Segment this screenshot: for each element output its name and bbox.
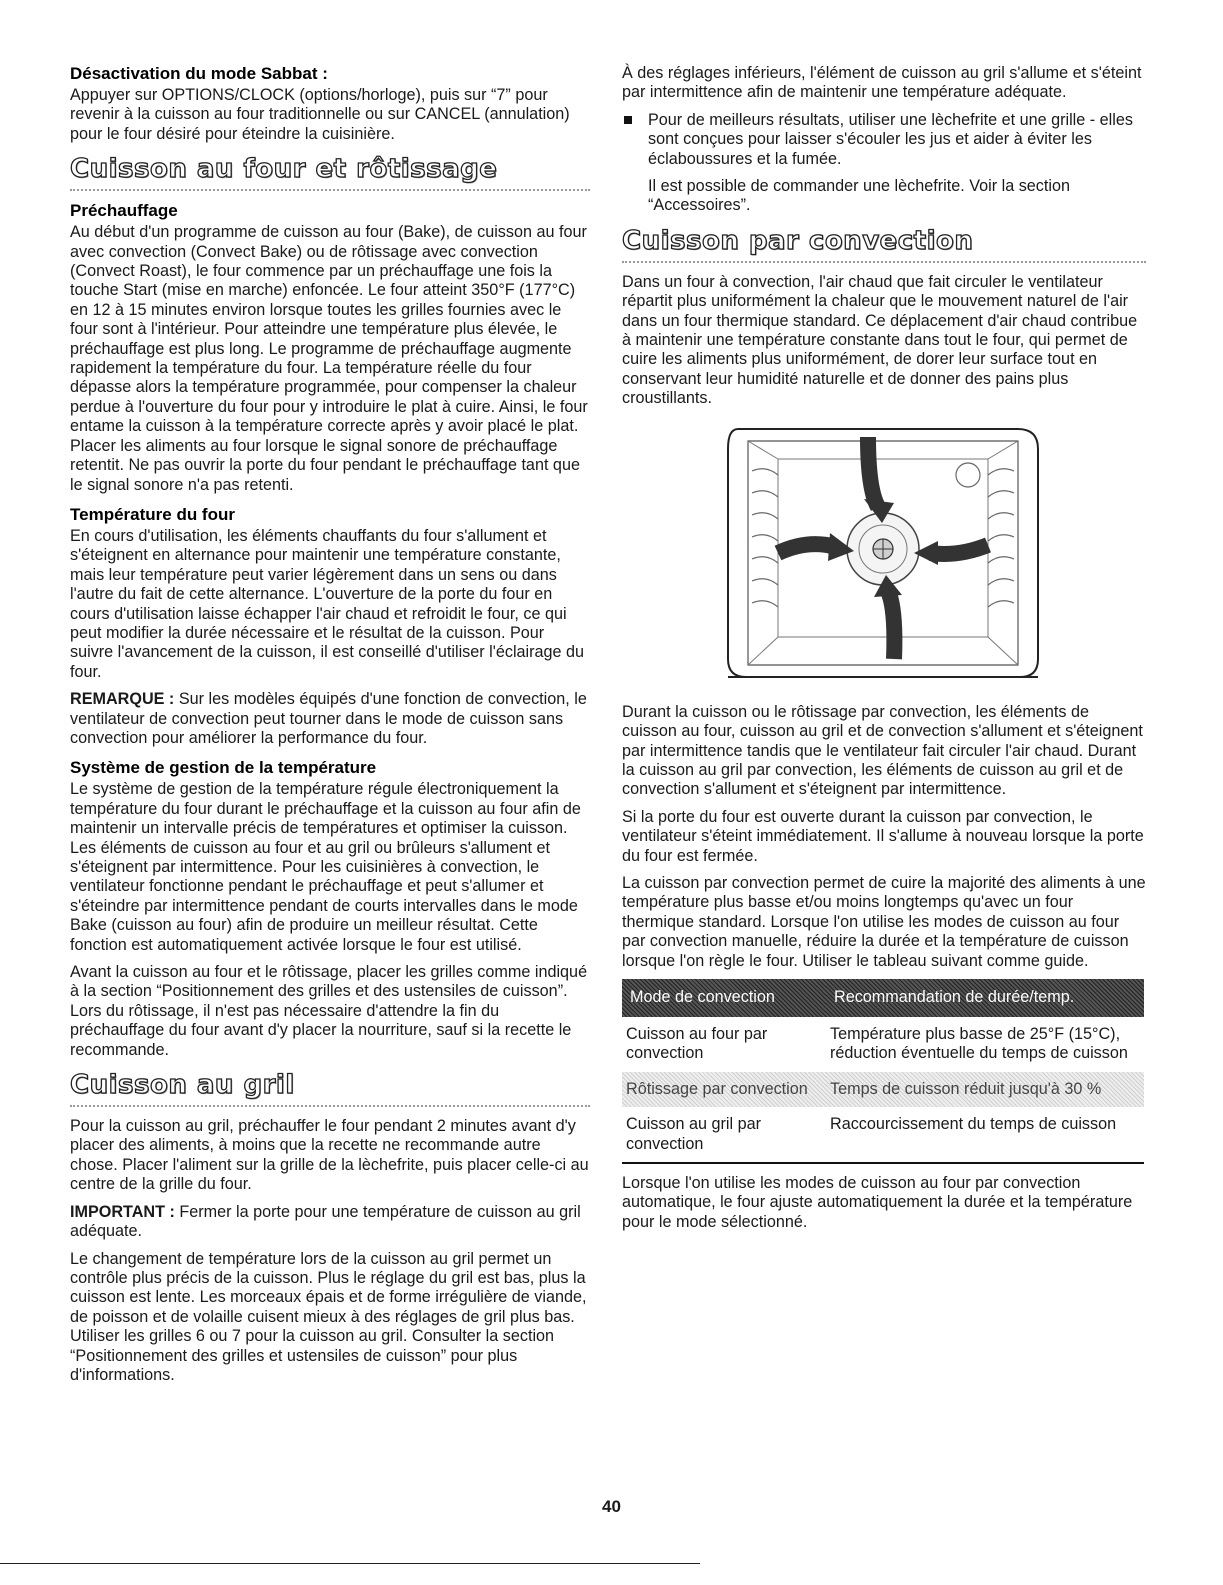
oven-temp-text: En cours d'utilisation, les éléments chauffants du four s'allument et s'éteignent en alternance pour maintenir une température constante, mais leur température peut varier légèrement dans un sens ou dans l'autre du fait de cette alternance. L'ouverture de la porte du four en cours d'utilisation laisse échapper l'air chaud et refroidit le four, ce qui peut modifier la durée nécessaire et le résultat de la cuisson. Pour suivre l'avancement de la cuisson, il est conseillé d'utiliser l'éclairage du four.: [70, 526, 585, 681]
broil-heading-wrap: [70, 1068, 590, 1107]
remark-text: Sur les modèles équipés d'une fonction de convection, le ventilateur de convection peut tourner dans le mode de cuisson sans convection pour améliorer la performance du four.: [70, 690, 587, 747]
oven-light: [956, 463, 980, 487]
auto-convection-text: Lorsque l'on utilise les modes de cuisson au four par convection automatique, le four ajuste automatiquement la durée et la température pour le mode sélectionné.: [622, 1174, 1133, 1231]
right-column: [622, 64, 1146, 1240]
convection-oven-illustration: [718, 419, 1048, 689]
convection-allows-text: La cuisson par convection permet de cuire la majorité des aliments à une température plus basse et/ou moins longtemps qu'avec un four thermique standard. Lorsque l'on utilise les modes de cuisson au four par convection manuelle, réduire la durée et la température de cuisson lorsque l'on règle le four. Utiliser le tableau suivant comme guide.: [622, 873, 1146, 970]
convection-text: Dans un four à convection, l'air chaud que fait circuler le ventilateur répartit plus uniformément la chaleur que le mouvement naturel de l'air dans un four thermique standard. Ce déplacement d'air chaud contribue à maintenir une température constante dans tout le four, qui permet de cuire les aliments plus uniformément, de dorer leur surface tout en conservant leur humidité naturelle et de donner des pains plus croustillants.: [622, 272, 1138, 408]
table-cell-mode: Rôtissage par convection: [622, 1072, 826, 1107]
broil-heading: Cuisson au gril: [70, 1070, 295, 1101]
table-cell-recommendation: Temps de cuisson réduit jusqu'à 30 %: [826, 1072, 1144, 1107]
bake-heading-wrap: [70, 152, 590, 191]
oven-fan-airflow-diagram: [718, 419, 1048, 689]
temp-system-text: Le système de gestion de la température régule électroniquement la température du four durant le préchauffage et la cuisson au four afin de maintenir un intervalle précis de températures et optimiser la cuisson. Les éléments de cuisson au four et au gril ou brûleurs s'allument et s'éteignent par intermittence. Pour les cuisinières à convection, le ventilateur fonctionne pendant le préchauffage et peut s'allumer et s'éteindre par intermittence pendant de courts intervalles dans le mode Bake (cuisson au four) afin de produire un meilleur résultat. Cette fonction est automatiquement activée lorsque le four est utilisé.: [70, 780, 581, 954]
during-convection-text: Durant la cuisson ou le rôtissage par convection, les éléments de cuisson au four, cuisson au gril et de convection s'allument et s'éteignent par intermittence tandis que le ventilateur fait circuler l'air chaud. Durant la cuisson au gril par convection, les éléments de cuisson au gril et de convection s'allument et s'éteignent par intermittence.: [622, 702, 1143, 799]
important-label: IMPORTANT :: [70, 1202, 175, 1221]
broil-text: Pour la cuisson au gril, préchauffer le four pendant 2 minutes avant d'y placer des aliments, à moins que la recette ne recommande autre chose. Placer l'aliment sur la grille de la lèchefrite, puis placer celle-ci au centre de la grille du four.: [70, 1117, 589, 1194]
page-number: 40: [602, 1497, 621, 1516]
convection-heading-wrap: [622, 224, 1146, 263]
remark-paragraph: [70, 690, 590, 748]
table-cell-mode: Cuisson au gril par convection: [622, 1107, 826, 1163]
table-header-recommendation: Recommandation de durée/temp.: [826, 979, 1144, 1017]
table-row: [622, 1072, 1144, 1107]
table-cell-recommendation: Température plus basse de 25°F (15°C), réduction éventuelle du temps de cuisson: [830, 1024, 1128, 1063]
table-header-row: [622, 979, 1144, 1017]
broiler-pan-bullet: Pour de meilleurs résultats, utiliser une lèchefrite et une grille - elles sont conçues pour laisser s'écouler les jus et aider à éviter les éclaboussures et la fumée.: [622, 111, 1146, 169]
footer-rule: [0, 1563, 700, 1564]
left-rack-guides: [752, 468, 778, 606]
sabbath-title: Désactivation du mode Sabbat :: [70, 64, 328, 83]
broil-text-2: Le changement de température lors de la cuisson au gril permet un contrôle plus précis de la cuisson. Plus le réglage du gril est bas, plus la cuisson est lente. Les morceaux épais et de forme irrégulière de viande, de poisson et de volaille cuisent mieux à des réglages de gril plus bas. Utiliser les grilles 6 ou 7 pour la cuisson au gril. Consulter la section “Positionnement des grilles et ustensiles de cuisson” pour plus d'informations.: [70, 1249, 587, 1384]
convection-table: [622, 979, 1144, 1164]
table-cell-mode: Cuisson au four par convection: [626, 1024, 768, 1063]
table-row: [622, 1017, 1144, 1072]
left-column: [70, 64, 590, 1393]
sabbath-text: Appuyer sur OPTIONS/CLOCK (options/horloge), puis sur “7” pour revenir à la cuisson au four traditionnelle ou sur CANCEL (annulation) pour le four désiré pour éteindre la cuisinière.: [70, 86, 570, 143]
door-open-text: Si la porte du four est ouverte durant la cuisson par convection, le ventilateur s'éteint immédiatement. Il s'allume à nouveau lorsque la porte du four est fermée.: [622, 807, 1144, 865]
preheat-text: Au début d'un programme de cuisson au four (Bake), de cuisson au four avec convection (Convect Bake) ou de rôtissage avec convection (Convect Roast), le four commence par un préchauffage une fois la touche Start (mise en marche) enfoncée. Le four atteint 350°F (177°C) en 12 à 15 minutes environ lorsque toutes les grilles fournies avec le four sont à l'intérieur. Pour atteindre une température plus élevée, le préchauffage est plus long. Le programme de préchauffage augmente rapidement la température du four. La température réelle du four dépasse alors la température programmée, pour compenser la chaleur perdue à l'ouverture du four pour y introduire le plat à cuire. Ainsi, le four entame la cuisson à la température correcte après y avoir placé le plat. Placer les aliments au four lorsque le signal sonore de préchauffage retentit. Ne pas ouvrir la porte du four pendant le préchauffage tant que le signal sonore n'a pas retenti.: [70, 223, 588, 494]
oven-temp-title: Température du four: [70, 504, 235, 524]
low-setting-text: À des réglages inférieurs, l'élément de cuisson au gril s'allume et s'éteint par intermittence afin de maintenir une température adéquate.: [622, 64, 1142, 102]
temp-system-title: Système de gestion de la température: [70, 758, 377, 778]
table-header-mode: Mode de convection: [622, 979, 826, 1017]
remark-label: REMARQUE :: [70, 690, 175, 709]
order-pan-text: Il est possible de commander une lèchefrite. Voir la section “Accessoires”.: [648, 177, 1070, 215]
bake-heading: Cuisson au four et rôtissage: [70, 154, 498, 185]
convection-fan: [847, 513, 919, 585]
convection-heading: Cuisson par convection: [622, 225, 974, 256]
important-paragraph: [70, 1203, 590, 1242]
important-text: Fermer la porte pour une température de cuisson au gril adéquate.: [70, 1202, 581, 1241]
right-rack-guides: [988, 468, 1014, 606]
table-row: [622, 1107, 1144, 1163]
table-cell-recommendation: Raccourcissement du temps de cuisson: [826, 1107, 1144, 1163]
preheat-title: Préchauffage: [70, 201, 178, 221]
before-baking-text: Avant la cuisson au four et le rôtissage, placer les grilles comme indiqué à la section “Positionnement des grilles et des ustensiles de cuisson”. Lors du rôtissage, il n'est pas nécessaire d'attendre la fin du préchauffage du four avant d'y placer la nourriture, sauf si la recette le recommande.: [70, 963, 588, 1059]
